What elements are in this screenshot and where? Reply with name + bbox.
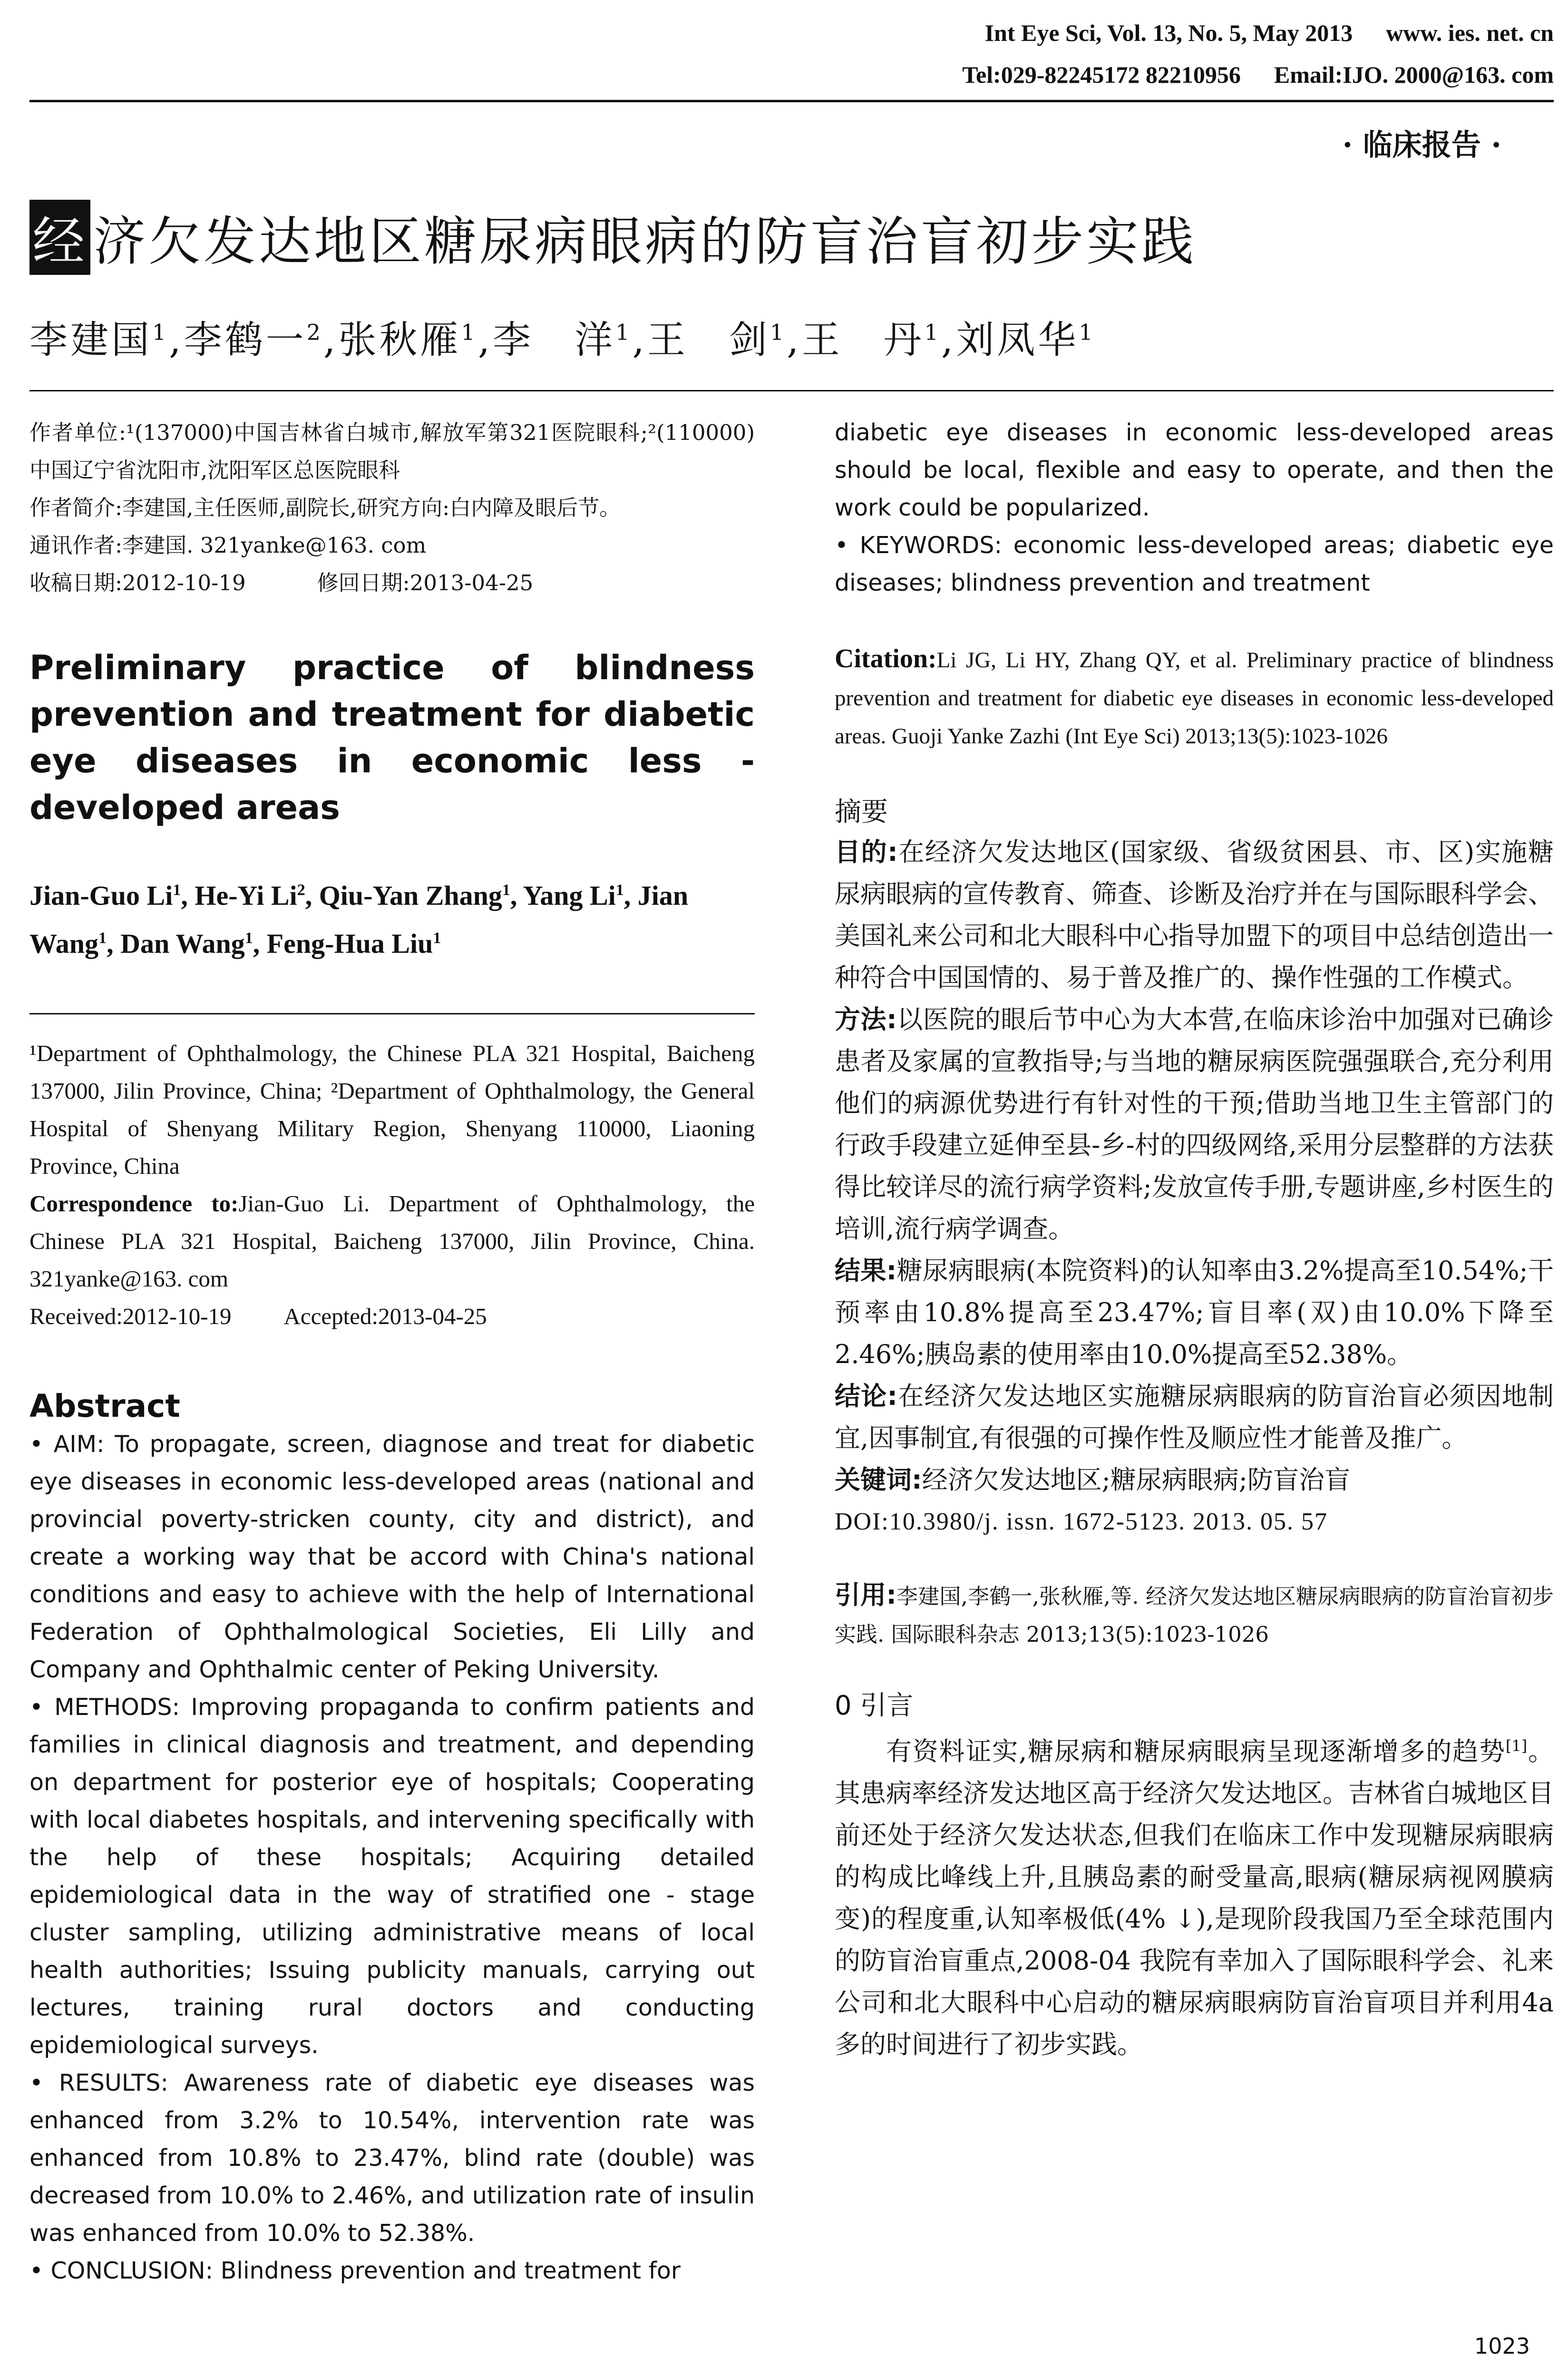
cn-citation-text: 李建国,李鹤一,张秋雁,等. 经济欠发达地区糖尿病眼病的防盲治盲初步实践. 国际眼科杂志 2013;13(5):1023-1026 xyxy=(835,1584,1554,1647)
cn-methods-label: 方法: xyxy=(835,1004,897,1034)
cn-author-unit: 作者单位:¹(137000)中国吉林省白城市,解放军第321医院眼科;²(110000)中国辽宁省沈阳市,沈阳军区总医院眼科 xyxy=(29,420,755,483)
author: 李 洋 xyxy=(493,318,616,362)
author-affil-mark: 1 xyxy=(615,319,633,345)
journal-header-line1 xyxy=(952,19,1554,47)
author-list: 李建国$^1$,李鹤一$^2$,张秋雁$^1$,李 洋$^1$,王 剑$^1$,王 丹$^1$,刘凤华$^1$ xyxy=(29,318,1096,362)
cn-citation-label: 引用: xyxy=(835,1580,896,1610)
en-author-affil-mark: 1 xyxy=(502,881,510,899)
en-author: He-Yi Li xyxy=(195,880,297,911)
cn-results-label: 结果: xyxy=(835,1256,897,1286)
author-affil-mark: 1 xyxy=(924,319,941,345)
author: 李鹤一 xyxy=(184,318,307,362)
journal-tel: Tel:029-82245172 82210956 xyxy=(962,61,1241,88)
en-author: Feng-Hua Liu xyxy=(266,928,433,959)
author: 王 丹 xyxy=(801,318,925,362)
cn-keywords-label: 关键词: xyxy=(835,1465,922,1495)
en-author: Jian Wang xyxy=(29,880,689,959)
doi: DOI:10.3980/j. issn. 1672-5123. 2013. 05. 57 xyxy=(835,1508,1328,1535)
title-drop-cap: 经 xyxy=(29,200,90,275)
left-column xyxy=(29,414,755,965)
author-affil-mark: 1 xyxy=(769,319,787,345)
en-author-affil-mark: 1 xyxy=(433,929,441,947)
author-affil-mark: 1 xyxy=(152,319,169,345)
en-author: Qiu-Yan Zhang xyxy=(319,880,502,911)
intro-text-start: 有资料证实,糖尿病和糖尿病眼病呈现逐渐增多的趋势 xyxy=(886,1736,1506,1766)
journal-email: Email:IJO. 2000@163. com xyxy=(1274,61,1554,88)
journal-citation: Int Eye Sci, Vol. 13, No. 5, May 2013 xyxy=(984,19,1353,46)
cn-abstract-results xyxy=(835,1250,1554,1375)
en-author-affil-mark: 2 xyxy=(297,881,305,899)
intro-paragraph xyxy=(835,1725,1554,2065)
cn-abstract-aim xyxy=(835,831,1554,999)
paper-title xyxy=(29,200,1197,275)
cn-abstract-methods xyxy=(835,999,1554,1250)
en-author: Yang Li xyxy=(523,880,616,911)
author-affil-mark: 1 xyxy=(461,319,478,345)
cn-abstract-heading: 摘要 xyxy=(835,797,888,828)
cn-received-date: 收稿日期:2012-10-19 xyxy=(29,570,246,595)
english-title: Preliminary practice of blindness prevention and treatment for diabetic eye diseases in economic less - developed areas xyxy=(29,648,755,827)
cn-author-info xyxy=(29,414,755,602)
author: 王 剑 xyxy=(647,318,770,362)
english-citation xyxy=(835,640,1554,755)
abstract-conclusion-start: • CONCLUSION: Blindness prevention and treatment for xyxy=(29,2257,681,2284)
abstract-methods: • METHODS: Improving propaganda to confirm patients and families in clinical diagnosis and treatment, and depending on department for posterior eye of hospitals; Cooperating with local diabetes hospitals, and intervening specifically with the help of these hospitals; Acquiring detailed epidemiological data in the way of stratified one - stage cluster sampling, utilizing administrative means of local health authorities; Issuing publicity manuals, carrying out lectures, training rural doctors and conducting epidemiological surveys. xyxy=(29,1694,755,2059)
abstract-conclusion-end: diabetic eye diseases in economic less-developed areas should be local, flexible and easy to operate, and then the work could be popularized. xyxy=(835,419,1554,521)
en-author-affil-mark: 1 xyxy=(615,881,624,899)
right-column xyxy=(835,414,1554,2065)
cn-citation xyxy=(835,1576,1554,1654)
reference-mark: [1] xyxy=(1505,1737,1528,1755)
title-rule xyxy=(29,390,1554,391)
cn-abstract-keywords xyxy=(835,1459,1554,1501)
abstract-aim: • AIM: To propagate, screen, diagnose and treat for diabetic eye diseases in economic less-developed areas (national and provincial poverty-stricken county, city and district), and create a working way that be accord with China's national conditions and easy to achieve with the help of International Federation of Ophthalmological Societies, Eli Lilly and Company and Ophthalmic center of Peking University. xyxy=(29,1431,755,1683)
en-author-affil-mark: 1 xyxy=(98,929,107,947)
title-text: 济欠发达地区糖尿病眼病的防盲治盲初步实践 xyxy=(93,211,1197,272)
author-affil-mark: 1 xyxy=(1079,319,1096,345)
citation-text: Li JG, Li HY, Zhang QY, et al. Preliminary practice of blindness prevention and treatment for diabetic eye diseases in economic less-developed areas. Guoji Yanke Zazhi (Int Eye Sci) 2013;13(5):1023-1026 xyxy=(835,648,1554,749)
english-affiliations xyxy=(29,1034,755,1335)
author-affil-mark: 2 xyxy=(306,319,323,345)
affiliation-text: ¹Department of Ophthalmology, the Chinese PLA 321 Hospital, Baicheng 137000, Jilin Province, China; ²Department of Ophthalmology, the General Hospital of Shenyang Military Region, Shenyang 110000, Liaoning Province, China xyxy=(29,1040,755,1179)
intro-heading: 0 引言 xyxy=(835,1690,914,1721)
intro-text-rest: 。其患病率经济发达地区高于经济欠发达地区。吉林省白城地区目前还处于经济欠发达状态,但我们在临床工作中发现糖尿病眼病的构成比峰线上升,且胰岛素的耐受量高,眼病(糖尿病视网膜病变)的程度重,认知率极低(4% ↓),是现阶段我国乃至全球范围内的防盲治盲重点,2008-04 我院有幸加入了国际眼科学会、礼来公司和北大眼科中心启动的糖尿病眼病防盲治盲项目并利用4a多的时间进行了初步实践。 xyxy=(835,1736,1554,2059)
english-author-list: Jian-Guo Li$^1$, He-Yi Li$^2$, Qiu-Yan Zhang$^1$, Yang Li$^1$, Jian Wang$^1$, Dan Wang$^1$, Feng-Hua Liu$^1$ xyxy=(29,880,689,959)
author: 张秋雁 xyxy=(338,318,461,362)
author: 李建国 xyxy=(29,318,152,362)
section-tag: · 临床报告 · xyxy=(1342,127,1501,162)
abstract-results: • RESULTS: Awareness rate of diabetic eye diseases was enhanced from 3.2% to 10.54%, intervention rate was enhanced from 10.8% to 23.47%, blind rate (double) was decreased from 10.0% to 2.46%, and utilization rate of insulin was enhanced from 10.0% to 52.38%. xyxy=(29,2069,755,2247)
left-column-lower xyxy=(29,1034,755,2289)
correspondence xyxy=(29,1185,755,1297)
citation-label: Citation: xyxy=(835,644,937,673)
author: 刘凤华 xyxy=(956,318,1079,362)
en-author: Dan Wang xyxy=(120,928,245,959)
en-accepted-date: Accepted:2013-04-25 xyxy=(283,1303,487,1329)
cn-abstract-conclusion xyxy=(835,1375,1554,1459)
cn-methods-text: 以医院的眼后节中心为大本营,在临床诊治中加强对已确诊患者及家属的宣教指导;与当地的糖尿病医院强强联合,充分利用他们的病源优势进行有针对性的干预;借助当地卫生主管部门的行政手段建立延伸至县-乡-村的四级网络,采用分层整群的方法获得比较详尽的流行病学资料;发放宣传手册,专题讲座,乡村医生的培训,流行病学调查。 xyxy=(835,1004,1554,1244)
en-author: Jian-Guo Li xyxy=(29,880,173,911)
page-number: 1023 xyxy=(1474,2333,1530,2359)
en-received-date: Received:2012-10-19 xyxy=(29,1303,232,1329)
en-author-affil-mark: 1 xyxy=(244,929,253,947)
cn-corresponding: 通讯作者:李建国. 321yanke@163. com xyxy=(29,533,427,558)
journal-website: www. ies. net. cn xyxy=(1386,19,1554,46)
cn-author-bio: 作者简介:李建国,主任医师,副院长,研究方向:白内障及眼后节。 xyxy=(29,495,621,520)
cn-aim-text: 在经济欠发达地区(国家级、省级贫困县、市、区)实施糖尿病眼病的宣传教育、筛查、诊断及治疗并在与国际眼科学会、美国礼来公司和北大眼科中心指导加盟下的项目中总结创造出一种符合中国国情的、易于普及推广的、操作性强的工作模式。 xyxy=(835,837,1554,993)
abstract-heading: Abstract xyxy=(29,1388,180,1424)
cn-conclusion-text: 在经济欠发达地区实施糖尿病眼病的防盲治盲必须因地制宜,因事制宜,有很强的可操作性及顺应性才能普及推广。 xyxy=(835,1381,1554,1453)
abstract-keywords: • KEYWORDS: economic less-developed areas; diabetic eye diseases; blindness prevention and treatment xyxy=(835,532,1554,596)
cn-revised-date: 修回日期:2013-04-25 xyxy=(317,570,534,595)
cn-conclusion-label: 结论: xyxy=(835,1381,897,1411)
cn-aim-label: 目的: xyxy=(835,837,898,867)
cn-dates xyxy=(29,564,755,602)
en-dates xyxy=(29,1297,755,1335)
journal-header-line2 xyxy=(929,61,1554,88)
affiliation-rule xyxy=(29,1013,755,1014)
cn-keywords-text: 经济欠发达地区;糖尿病眼病;防盲治盲 xyxy=(922,1465,1350,1495)
header-rule xyxy=(29,100,1554,102)
cn-results-text: 糖尿病眼病(本院资料)的认知率由3.2%提高至10.54%;干预率由10.8%提高至23.47%;盲目率(双)由10.0%下降至2.46%;胰岛素的使用率由10.0%提高至52.38%。 xyxy=(835,1256,1554,1369)
correspondence-label: Correspondence to: xyxy=(29,1190,239,1217)
correspondence-text: Jian-Guo Li. Department of Ophthalmology, the Chinese PLA 321 Hospital, Baicheng 137000, Jilin Province, China. 321yanke@163. com xyxy=(29,1190,755,1292)
en-author-affil-mark: 1 xyxy=(173,881,181,899)
